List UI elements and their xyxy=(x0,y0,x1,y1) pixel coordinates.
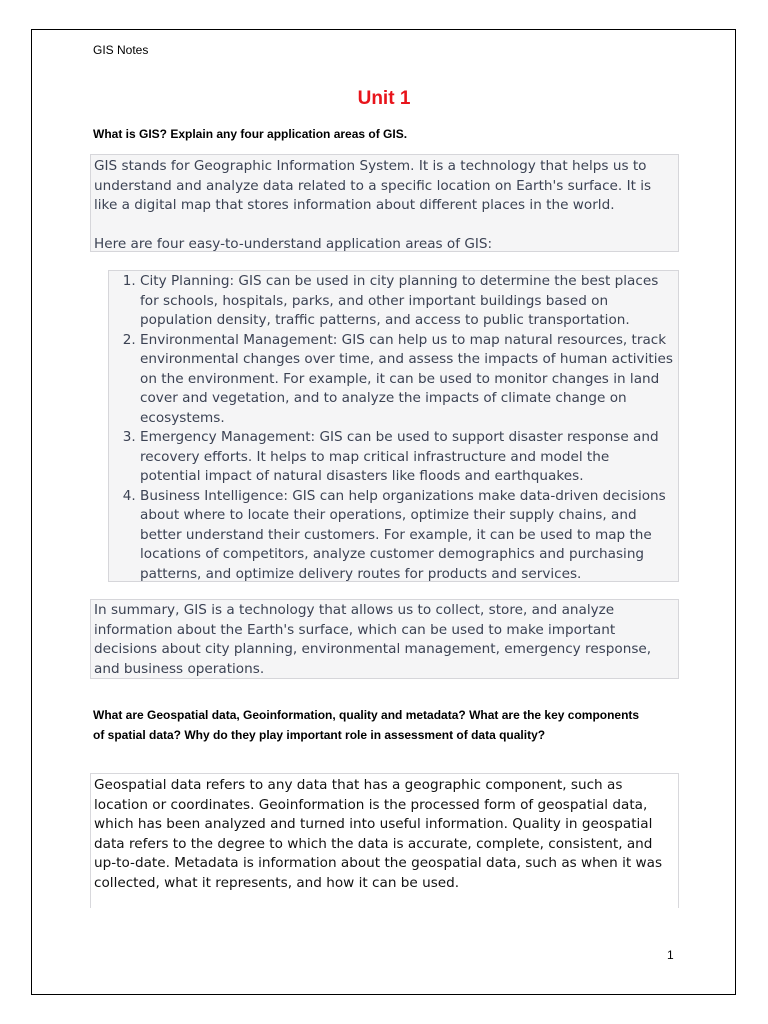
intro-lead-in: Here are four easy-to-understand application areas of GIS: xyxy=(94,236,493,252)
list-item: 2. Environmental Management: GIS can help us to map natural resources, track environmental changes over time, and assess the impacts of human activities on the environment. For example, it can be used to monitor changes in land cover and vegetation, and to analyze the impacts of climate change on ecosystems. xyxy=(140,331,674,429)
page-number: 1 xyxy=(667,948,674,962)
summary-box xyxy=(90,599,679,679)
list-item: 3. Emergency Management: GIS can be used to support disaster response and recovery efforts. It helps to map critical infrastructure and model the potential impact of natural disasters like floods and earthquakes. xyxy=(140,428,674,487)
unit-title: Unit 1 xyxy=(357,88,411,109)
answer-2-box xyxy=(90,773,679,908)
question-1: What is GIS? Explain any four application areas of GIS. xyxy=(93,127,408,141)
intro-paragraph: GIS stands for Geographic Information System. It is a technology that helps us to understand and analyze data related to a specific location on Earth's surface. It is like a digital map that stores information about different places in the world. xyxy=(94,158,652,213)
intro-box xyxy=(90,154,679,252)
applications-list xyxy=(109,272,674,584)
question-2: What are Geospatial data, Geoinformation, quality and metadata? What are the key components of spatial data? Why do they play important role in assessment of data quality? xyxy=(93,708,640,742)
summary-paragraph: In summary, GIS is a technology that allows us to collect, store, and analyze information about the Earth's surface, which can be used to make important decisions about city planning, environmental management, emergency response, and business operations. xyxy=(94,602,652,677)
answer-2-paragraph: Geospatial data refers to any data that has a geographic component, such as location or coordinates. Geoinformation is the processed form of geospatial data, which has been analyzed and turned into useful information. Quality in geospatial data refers to the degree to which the data is accurate, complete, consistent, and up-to-date. Metadata is information about the geospatial data, such as when it was collected, what it represents, and how it can be used. xyxy=(94,777,663,891)
list-item: 4. Business Intelligence: GIS can help organizations make data-driven decisions about where to locate their operations, optimize their supply chains, and better understand their customers. For example, it can be used to map the locations of competitors, analyze customer demographics and purchasing patterns, and optimize delivery routes for products and services. xyxy=(140,487,674,585)
header-note: GIS Notes xyxy=(93,43,149,57)
applications-box xyxy=(108,270,679,582)
list-item: 1. City Planning: GIS can be used in city planning to determine the best places for schools, hospitals, parks, and other important buildings based on population density, traffic patterns, and access to public transportation. xyxy=(140,272,674,331)
